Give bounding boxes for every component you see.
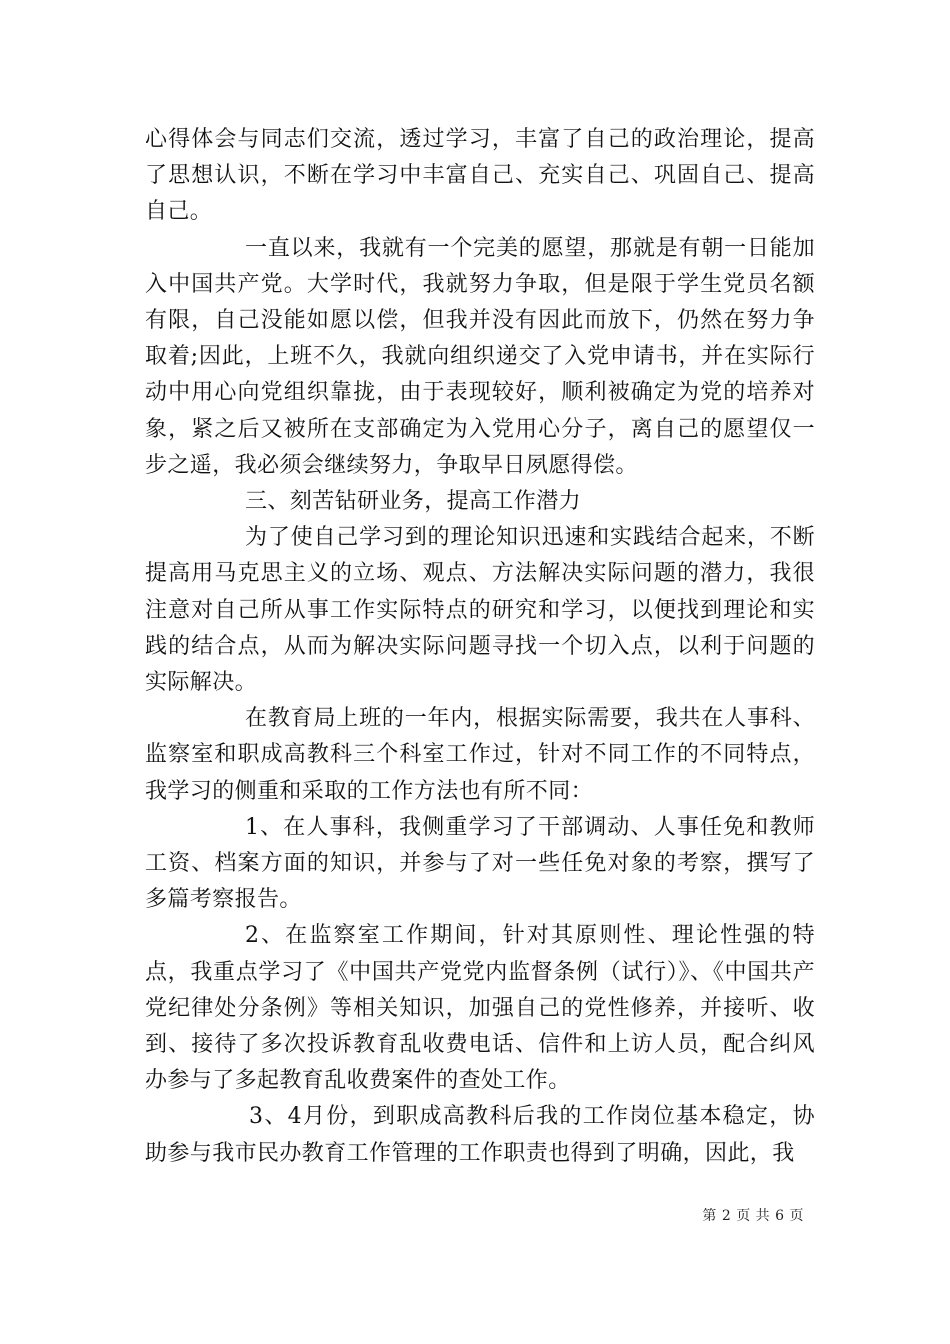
paragraph-2: 一直以来，我就有一个完美的愿望，那就是有朝一日能加入中国共产党。大学时代，我就努力争取，但是限于学生党员名额有限，自己没能如愿以偿，但我并没有因此而放下，仍然在努力争取着;因此，上班不久，我就向组织递交了入党申请书，并在实际行动中用心向党组织靠拢，由于表现较好，顺利被确定为党的培养对象，紧之后又被所在支部确定为入党用心分子，离自己的愿望仅一步之遥，我必须会继续努力，争取早日夙愿得偿。 [145, 235, 815, 478]
section-heading: 三、刻苦钻研业务，提高工作潜力 [245, 489, 582, 515]
paragraph-4: 在教育局上班的一年内，根据实际需要，我共在人事科、监察室和职成高教科三个科室工作过，针对不同工作的不同特点，我学习的侧重和采取的工作方法也有所不同： [145, 706, 815, 804]
document-body [145, 122, 815, 1172]
paragraph-1: 心得体会与同志们交流，透过学习，丰富了自己的政治理论，提高了思想认识，不断在学习中丰富自己、充实自己、巩固自己、提高自己。 [145, 127, 815, 225]
paragraph-3: 为了使自己学习到的理论知识迅速和实践结合起来，不断提高用马克思主义的立场、观点、方法解决实际问题的潜力，我很注意对自己所从事工作实际特点的研究和学习，以便找到理论和实践的结合点，从而为解决实际问题寻找一个切入点，以利于问题的实际解决。 [145, 525, 815, 696]
list-item-3: 3、4月份，到职成高教科后我的工作岗位基本稳定，协助参与我市民办教育工作管理的工作职责也得到了明确，因此，我 [145, 1104, 815, 1166]
list-item-1: 1、在人事科，我侧重学习了干部调动、人事任免和教师工资、档案方面的知识，并参与了对一些任免对象的考察，撰写了多篇考察报告。 [145, 814, 815, 913]
page-number-footer: 第 2 页 共 6 页 [702, 1208, 804, 1224]
list-item-2: 2、在监察室工作期间，针对其原则性、理论性强的特点，我重点学习了《中国共产党党内监督条例（试行）》、《中国共产党纪律处分条例》等相关知识，加强自己的党性修养，并接听、收到、接待了多次投诉教育乱收费电话、信件和上访人员，配合纠风办参与了多起教育乱收费案件的查处工作。 [145, 923, 815, 1094]
